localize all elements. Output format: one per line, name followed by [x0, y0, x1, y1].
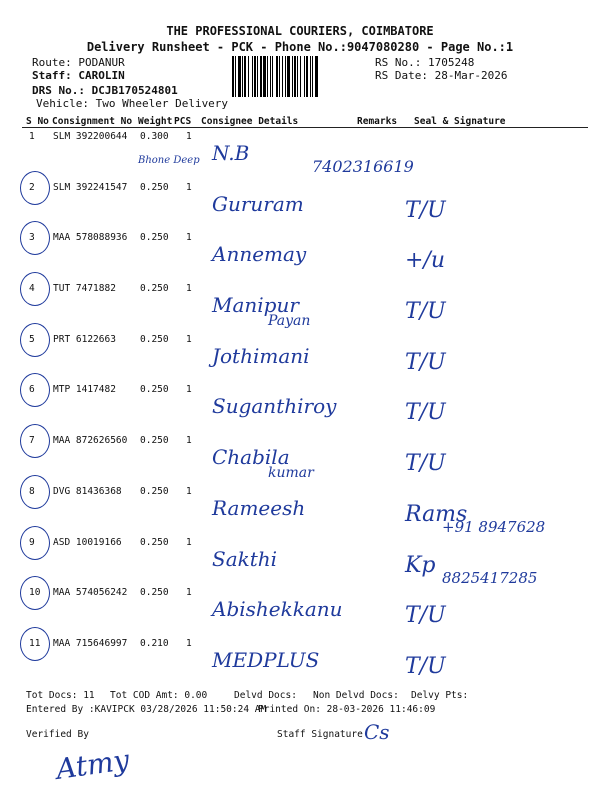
- row-consignee-handwritten: Jothimani: [212, 344, 310, 368]
- row-seal-signature: T/U: [405, 451, 446, 476]
- row-consignee-handwritten: Chabila: [212, 445, 290, 469]
- row-consignment-no: TUT 7471882: [53, 283, 116, 294]
- row-consignee-handwritten: Annemay: [212, 242, 307, 266]
- row-consignee-handwritten: Sakthi: [212, 547, 278, 571]
- row-consignee-extra: kumar: [268, 465, 314, 481]
- serial-circle: [20, 424, 50, 458]
- row-consignee-handwritten: Manipur: [212, 293, 299, 317]
- row-sno: 8: [29, 486, 35, 497]
- row-consignee-note: Bhone Deep: [138, 155, 200, 166]
- barcode: [232, 56, 370, 97]
- row-consignee-handwritten: Rameesh: [212, 496, 306, 520]
- rs-number: RS No.: 1705248: [375, 56, 475, 69]
- col-pcs: PCS: [174, 116, 192, 127]
- serial-circle: [20, 171, 50, 205]
- row-consignee-handwritten: Suganthiroy: [212, 394, 337, 418]
- row-consignment-no: SLM 392200644: [53, 131, 128, 142]
- col-weight: Weight: [138, 116, 173, 127]
- row-consignee-extra: 7402316619: [312, 157, 414, 176]
- row-consignee-handwritten: N.B: [212, 141, 250, 165]
- row-pcs: 1: [186, 131, 192, 142]
- verified-signature: Atmy: [54, 743, 132, 786]
- row-weight: 0.250: [140, 334, 169, 345]
- row-consignment-no: ASD 10019166: [53, 537, 122, 548]
- runsheet-subtitle: Delivery Runsheet - PCK - Phone No.:9047080280 - Page No.:1: [86, 40, 514, 54]
- serial-circle: [20, 373, 50, 407]
- row-consignment-no: MAA 578088936: [53, 232, 128, 243]
- col-consignment: Consignment No: [52, 116, 133, 127]
- col-sno: S No: [26, 116, 49, 127]
- row-pcs: 1: [186, 537, 192, 548]
- staff-signature-label: Staff Signature: [277, 729, 363, 740]
- row-weight: 0.250: [140, 587, 169, 598]
- row-pcs: 1: [186, 486, 192, 497]
- row-consignment-no: MAA 574056242: [53, 587, 128, 598]
- total-docs: Tot Docs: 11: [26, 690, 95, 701]
- row-weight: 0.300: [140, 131, 169, 142]
- staff-signature: Cs: [364, 720, 390, 744]
- row-weight: 0.250: [140, 283, 169, 294]
- row-sno: 3: [29, 232, 35, 243]
- row-seal-signature: T/U: [405, 400, 446, 425]
- total-cod: Tot COD Amt: 0.00: [110, 690, 208, 701]
- row-consignment-no: MAA 872626560: [53, 435, 128, 446]
- row-seal-signature: T/U: [405, 654, 446, 679]
- drs-number: DRS No.: DCJB170524801: [32, 84, 178, 97]
- row-seal-signature: +/u: [405, 248, 446, 273]
- row-pcs: 1: [186, 638, 192, 649]
- serial-circle: [20, 576, 50, 610]
- row-sno: 2: [29, 182, 35, 193]
- company-title: THE PROFESSIONAL COURIERS, COIMBATORE: [166, 24, 434, 38]
- row-seal-signature: Kp: [405, 553, 436, 578]
- col-consignee: Consignee Details: [201, 116, 299, 127]
- row-sno: 11: [29, 638, 41, 649]
- row-weight: 0.250: [140, 384, 169, 395]
- staff: Staff: CAROLIN: [32, 69, 125, 82]
- row-consignee-handwritten: MEDPLUS: [212, 648, 320, 672]
- row-weight: 0.250: [140, 182, 169, 193]
- row-sno: 6: [29, 384, 35, 395]
- rs-date: RS Date: 28-Mar-2026: [375, 69, 508, 82]
- row-seal-signature: T/U: [405, 350, 446, 375]
- row-consignment-no: SLM 392241547: [53, 182, 128, 193]
- serial-circle: [20, 526, 50, 560]
- row-consignment-no: DVG 81436368: [53, 486, 122, 497]
- non-delivered-docs: Non Delvd Docs:: [313, 690, 399, 701]
- row-seal-signature: T/U: [405, 603, 446, 628]
- row-sno: 9: [29, 537, 35, 548]
- serial-circle: [20, 221, 50, 255]
- row-weight: 0.250: [140, 435, 169, 446]
- col-remarks: Remarks: [357, 116, 398, 127]
- route: Route: PODANUR: [32, 56, 125, 69]
- vehicle: Vehicle: Two Wheeler Delivery: [36, 97, 229, 110]
- verified-by-label: Verified By: [26, 729, 89, 740]
- row-weight: 0.250: [140, 537, 169, 548]
- row-consignment-no: MTP 1417482: [53, 384, 116, 395]
- entered-by: Entered By :KAVIPCK 03/28/2026 11:50:24 AM: [26, 704, 267, 715]
- serial-circle: [20, 272, 50, 306]
- header-rule: [22, 127, 588, 128]
- delivery-points: Delvy Pts:: [411, 690, 469, 701]
- row-sno: 5: [29, 334, 35, 345]
- row-pcs: 1: [186, 384, 192, 395]
- row-consignment-no: PRT 6122663: [53, 334, 116, 345]
- row-sno: 7: [29, 435, 35, 446]
- printed-on: Printed On: 28-03-2026 11:46:09: [258, 704, 436, 715]
- row-seal-phone: +91 8947628: [442, 518, 546, 536]
- row-consignment-no: MAA 715646997: [53, 638, 128, 649]
- row-pcs: 1: [186, 182, 192, 193]
- row-seal-signature: T/U: [405, 198, 446, 223]
- row-sno: 10: [29, 587, 41, 598]
- row-sno: 1: [29, 131, 35, 142]
- serial-circle: [20, 475, 50, 509]
- row-consignee-extra: Payan: [268, 313, 311, 329]
- row-weight: 0.250: [140, 486, 169, 497]
- row-sno: 4: [29, 283, 35, 294]
- row-pcs: 1: [186, 232, 192, 243]
- row-pcs: 1: [186, 435, 192, 446]
- col-seal-signature: Seal & Signature: [414, 116, 506, 127]
- serial-circle: [20, 627, 50, 661]
- row-seal-signature: T/U: [405, 299, 446, 324]
- row-weight: 0.210: [140, 638, 169, 649]
- row-pcs: 1: [186, 587, 192, 598]
- row-pcs: 1: [186, 283, 192, 294]
- row-weight: 0.250: [140, 232, 169, 243]
- row-seal-signature: Rams: [405, 502, 468, 527]
- row-consignee-handwritten: Abishekkanu: [212, 597, 343, 621]
- delivered-docs: Delvd Docs:: [234, 690, 297, 701]
- row-seal-phone: 8825417285: [442, 569, 538, 587]
- row-pcs: 1: [186, 334, 192, 345]
- row-consignee-handwritten: Gururam: [212, 192, 304, 216]
- serial-circle: [20, 323, 50, 357]
